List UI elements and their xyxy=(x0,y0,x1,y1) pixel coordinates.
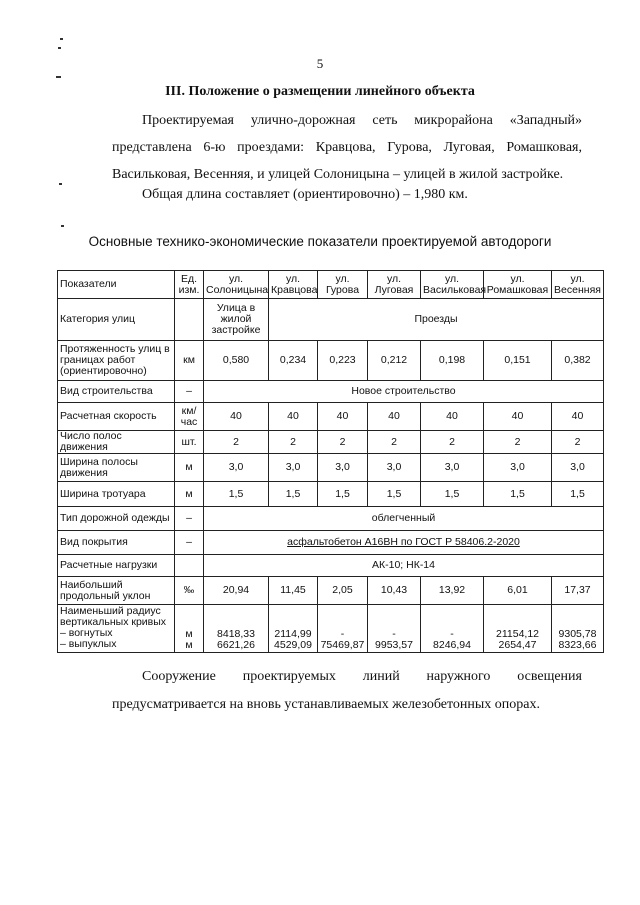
cell-value: 40 xyxy=(552,403,604,431)
table-row xyxy=(58,555,604,577)
row-unit: км xyxy=(175,341,204,381)
header-street: ул. Ромашковая xyxy=(484,271,552,299)
table-row xyxy=(58,299,604,341)
header-street: ул. Васильковая xyxy=(421,271,484,299)
header-indicator: Показатели xyxy=(58,271,175,299)
cell-value: 8418,33 6621,26 xyxy=(204,605,269,653)
cell-value: 1,5 xyxy=(368,482,421,507)
header-unit: Ед. изм. xyxy=(175,271,204,299)
row-unit: – xyxy=(175,531,204,555)
paragraph-lighting-line2: предусматривается на вновь устанавливаемых железобетонных опорах. xyxy=(112,697,541,712)
row-label: Протяженность улиц в границах работ (ориентировочно) xyxy=(58,341,175,381)
cell-value: 13,92 xyxy=(421,577,484,605)
cell-value: 2 xyxy=(269,431,318,454)
cell-value: 2 xyxy=(552,431,604,454)
cell-value: 3,0 xyxy=(269,454,318,482)
cell-value: 1,5 xyxy=(204,482,269,507)
row-unit: м xyxy=(175,454,204,482)
cell-value: 1,5 xyxy=(318,482,368,507)
row-unit: – xyxy=(175,507,204,531)
margin-mark xyxy=(61,225,64,227)
paragraph-line: представлена 6-ю проездами: Кравцова, Гурова, Луговая, Ромашковая, xyxy=(112,140,582,155)
cell-value: 2114,99 4529,09 xyxy=(269,605,318,653)
cell-value: 3,0 xyxy=(552,454,604,482)
cell-value: 17,37 xyxy=(552,577,604,605)
row-unit: км/ час xyxy=(175,403,204,431)
cell-value: - 75469,87 xyxy=(318,605,368,653)
row-label: Расчетная скорость xyxy=(58,403,175,431)
margin-mark xyxy=(60,38,63,40)
cell-value: 40 xyxy=(269,403,318,431)
cell-value: 6,01 xyxy=(484,577,552,605)
row-unit: ‰ xyxy=(175,577,204,605)
row-unit xyxy=(175,555,204,577)
table-row xyxy=(58,381,604,403)
cell-value: 2 xyxy=(204,431,269,454)
cell-value: 0,234 xyxy=(269,341,318,381)
cell-value: 1,5 xyxy=(484,482,552,507)
cell-value: 1,5 xyxy=(421,482,484,507)
cell-value: 2 xyxy=(484,431,552,454)
cell-value: 21154,12 2654,47 xyxy=(484,605,552,653)
row-unit xyxy=(175,299,204,341)
cell-value: 0,151 xyxy=(484,341,552,381)
cell-value: Улица в жилой застройке xyxy=(204,299,269,341)
header-street: ул. Гурова xyxy=(318,271,368,299)
paragraph-total-length: Общая длина составляет (ориентировочно) – 1,980 км. xyxy=(142,187,468,202)
cell-value: 0,198 xyxy=(421,341,484,381)
row-label: Наименьший радиус вертикальных кривых – вогнутых – выпуклых xyxy=(58,605,175,653)
table-row xyxy=(58,482,604,507)
row-unit: шт. xyxy=(175,431,204,454)
cell-value: - 9953,57 xyxy=(368,605,421,653)
cell-value: 0,212 xyxy=(368,341,421,381)
margin-mark xyxy=(56,76,61,78)
cell-value: 3,0 xyxy=(421,454,484,482)
cell-value: 10,43 xyxy=(368,577,421,605)
page-number: 5 xyxy=(316,56,324,71)
table-row xyxy=(58,431,604,454)
cell-value: 1,5 xyxy=(552,482,604,507)
row-unit: м м xyxy=(175,605,204,653)
row-label: Ширина тротуара xyxy=(58,482,175,507)
section-heading: III. Положение о размещении линейного объекта xyxy=(165,84,475,99)
table-row xyxy=(58,454,604,482)
row-label: Ширина полосы движения xyxy=(58,454,175,482)
cell-value-merged: АК-10; НК-14 xyxy=(204,555,604,577)
table-row xyxy=(58,507,604,531)
margin-mark xyxy=(59,183,62,185)
paragraph-description xyxy=(112,107,582,188)
paragraph-line: Проектируемая улично-дорожная сеть микрорайона «Западный» xyxy=(142,113,582,128)
cell-value-merged: облегченный xyxy=(204,507,604,531)
cell-value: 2 xyxy=(368,431,421,454)
row-label: Вид строительства xyxy=(58,381,175,403)
cell-value: 2 xyxy=(421,431,484,454)
row-label: Наибольший продольный уклон xyxy=(58,577,175,605)
cell-value: 40 xyxy=(484,403,552,431)
header-street: ул. Солоницына xyxy=(204,271,269,299)
header-street: ул. Кравцова xyxy=(269,271,318,299)
cell-value: 40 xyxy=(368,403,421,431)
cell-value: 3,0 xyxy=(484,454,552,482)
header-street: ул. Весенняя xyxy=(552,271,604,299)
cell-value: 0,223 xyxy=(318,341,368,381)
table-row xyxy=(58,403,604,431)
table-header-row xyxy=(58,271,604,299)
cell-value: 40 xyxy=(421,403,484,431)
cell-value: - 8246,94 xyxy=(421,605,484,653)
cell-value: 0,382 xyxy=(552,341,604,381)
cell-value-merged: асфальтобетон А16ВН по ГОСТ Р 58406.2-2020 xyxy=(204,531,604,555)
cell-value: 2 xyxy=(318,431,368,454)
header-street: ул. Луговая xyxy=(368,271,421,299)
margin-mark xyxy=(58,47,61,49)
cell-value-merged: Проезды xyxy=(269,299,604,341)
cell-value: 2,05 xyxy=(318,577,368,605)
cell-value: 11,45 xyxy=(269,577,318,605)
table-caption: Основные технико-экономические показатели проектируемой автодороги xyxy=(88,234,552,249)
table-row xyxy=(58,605,604,653)
cell-value: 40 xyxy=(318,403,368,431)
cell-value: 1,5 xyxy=(269,482,318,507)
table-row xyxy=(58,577,604,605)
row-label: Тип дорожной одежды xyxy=(58,507,175,531)
indicators-table xyxy=(57,270,604,653)
row-label: Расчетные нагрузки xyxy=(58,555,175,577)
cell-value: 3,0 xyxy=(204,454,269,482)
paragraph-lighting-line1: Сооружение проектируемых линий наружного освещения xyxy=(142,669,582,684)
cell-value: 3,0 xyxy=(368,454,421,482)
cell-value: 20,94 xyxy=(204,577,269,605)
cell-value: 0,580 xyxy=(204,341,269,381)
table-row xyxy=(58,531,604,555)
row-unit: м xyxy=(175,482,204,507)
row-label: Вид покрытия xyxy=(58,531,175,555)
cell-value: 3,0 xyxy=(318,454,368,482)
cell-value: 9305,78 8323,66 xyxy=(552,605,604,653)
row-label: Категория улиц xyxy=(58,299,175,341)
table-row xyxy=(58,341,604,381)
cell-value-merged: Новое строительство xyxy=(204,381,604,403)
row-label: Число полос движения xyxy=(58,431,175,454)
paragraph-line: Васильковая, Весенняя, и улицей Солоницына – улицей в жилой застройке. xyxy=(112,167,564,182)
cell-value: 40 xyxy=(204,403,269,431)
row-unit: – xyxy=(175,381,204,403)
